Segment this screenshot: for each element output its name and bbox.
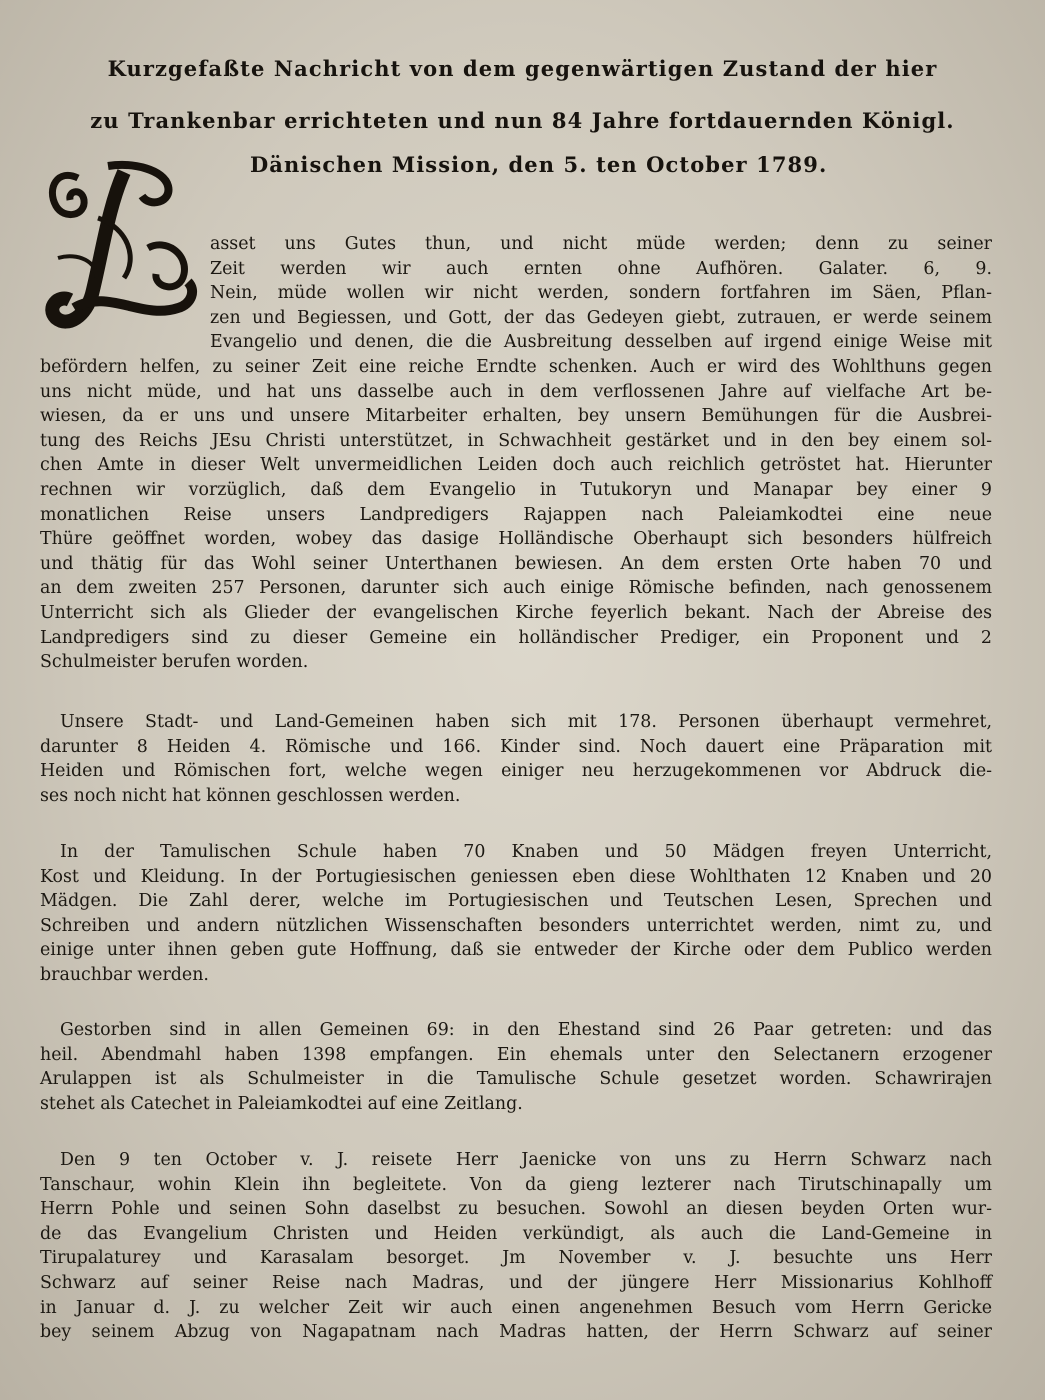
text-line: Schreiben und andern nützlichen Wissenschaften besonders unterrichtet werden, nimt zu, und [40, 915, 992, 936]
text-line: ses noch nicht hat können geschlossen werden. [40, 785, 461, 806]
text-line: Arulappen ist als Schulmeister in die Tamulische Schule gesetzet worden. Schawrirajen [40, 1069, 992, 1090]
text-line: rechnen wir vorzüglich, daß dem Evangelio in Tutukoryn und Manapar bey einer 9 [40, 479, 992, 500]
text-line: Gestorben sind in allen Gemeinen 69: in den Ehestand sind 26 Paar getreten: und das [60, 1020, 992, 1040]
text-line: Schulmeister berufen worden. [40, 652, 309, 673]
text-line: heil. Abendmahl haben 1398 empfangen. Ein ehemals unter den Selectanern erzogener [40, 1044, 992, 1065]
text-line: Landpredigers sind zu dieser Gemeine ein holländischer Prediger, ein Proponent und 2 [40, 627, 992, 648]
text-line: Schwarz auf seiner Reise nach Madras, und der jüngere Herr Missionarius Kohlhoff [40, 1272, 992, 1293]
text-line: asset uns Gutes thun, und nicht müde werden; denn zu seiner [210, 234, 992, 254]
paragraph-4 [40, 1018, 992, 1116]
text-line: Herrn Pohle und seinen Sohn daselbst zu besuchen. Sowohl an diesen beyden Orten wur- [40, 1199, 992, 1220]
text-line: chen Amte in dieser Welt unvermeidlichen Leiden doch auch reichlich getröstet hat. Hierunter [40, 455, 992, 476]
text-line: monatlichen Reise unsers Landpredigers Rajappen nach Paleiamkodtei eine neue [40, 504, 992, 525]
paragraph-5 [40, 1148, 992, 1345]
text-line: bey seinem Abzug von Nagapatnam nach Madras hatten, der Herrn Schwarz auf seiner [40, 1322, 992, 1343]
text-line: In der Tamulischen Schule haben 70 Knaben und 50 Mädgen freyen Unterricht, [60, 842, 992, 862]
text-line: Zeit werden wir auch ernten ohne Aufhören. Galater. 6, 9. [210, 258, 992, 279]
text-line: Tirupalaturey und Karasalam besorget. Jm November v. J. besuchte uns Herr [40, 1248, 992, 1269]
title-line-3: Dänischen Mission, den 5. ten October 1789. [250, 152, 828, 177]
text-line: Thüre geöffnet worden, wobey das dasige Holländische Oberhaupt sich besonders hülfreich [40, 529, 992, 550]
text-line: darunter 8 Heiden 4. Römische und 166. Kinder sind. Noch dauert eine Präparation mit [40, 736, 992, 757]
text-line: tung des Reichs JEsu Christi unterstützet, in Schwachheit gestärket und in den bey einem sol- [40, 430, 992, 451]
text-line: zen und Begiessen, und Gott, der das Gedeyen giebt, zutrauen, er werde seinem [210, 307, 992, 328]
text-line: Unsere Stadt- und Land-Gemeinen haben sich mit 178. Personen überhaupt vermehret, [60, 712, 992, 732]
text-line: stehet als Catechet in Paleiamkodtei auf eine Zeitlang. [40, 1093, 523, 1114]
text-line: Tanschaur, wohin Klein ihn begleitete. Von da gieng lezterer nach Tirutschinapally um [40, 1174, 992, 1195]
text-line: an dem zweiten 257 Personen, darunter sich auch einige Römische befinden, nach genossenem [40, 578, 992, 599]
paragraph-2 [40, 710, 992, 808]
text-line: in Januar d. J. zu welcher Zeit wir auch einen angenehmen Besuch vom Herrn Gericke [40, 1297, 992, 1318]
text-line: einige unter ihnen geben gute Hoffnung, daß sie entweder der Kirche oder dem Publico werden [40, 940, 992, 961]
title-line-2: zu Trankenbar errichteten und nun 84 Jahre fortdauernden Königl. [90, 108, 955, 133]
text-line: Den 9 ten October v. J. reisete Herr Jaenicke von uns zu Herrn Schwarz nach [60, 1150, 992, 1170]
text-line: und thätig für das Wohl seiner Unterthanen bewiesen. An dem ersten Orte haben 70 und [40, 553, 992, 574]
text-line: Mädgen. Die Zahl derer, welche im Portugiesischen und Teutschen Lesen, Sprechen und [40, 891, 992, 912]
text-line: Unterricht sich als Glieder der evangelischen Kirche feyerlich bekant. Nach der Abreise des [40, 602, 992, 623]
text-line: brauchbar werden. [40, 964, 209, 985]
text-line: Kost und Kleidung. In der Portugiesischen geniessen eben diese Wohlthaten 12 Knaben und 20 [40, 866, 992, 887]
text-line: Heiden und Römischen fort, welche wegen einiger neu herzugekommenen vor Abdruck die- [40, 761, 992, 782]
paragraph-1 [40, 232, 992, 675]
text-line: wiesen, da er uns und unsere Mitarbeiter erhalten, bey unsern Bemühungen für die Ausbrei- [40, 406, 992, 427]
text-line: Evangelio und denen, die die Ausbreitung desselben auf irgend einige Weise mit [210, 332, 992, 353]
title-line-1: Kurzgefaßte Nachricht von dem gegenwärtigen Zustand der hier [107, 56, 938, 81]
text-line: de das Evangelium Christen und Heiden verkündigt, als auch die Land-Gemeine in [40, 1223, 992, 1244]
paragraph-3 [40, 840, 992, 988]
text-line: befördern helfen, zu seiner Zeit eine reiche Erndte schenken. Auch er wird des Wohlthuns gegen [40, 356, 992, 377]
text-line: uns nicht müde, und hat uns dasselbe auch in dem verflossenen Jahre auf vielfache Art be- [40, 381, 992, 402]
text-line: Nein, müde wollen wir nicht werden, sondern fortfahren im Säen, Pflan- [210, 283, 992, 304]
